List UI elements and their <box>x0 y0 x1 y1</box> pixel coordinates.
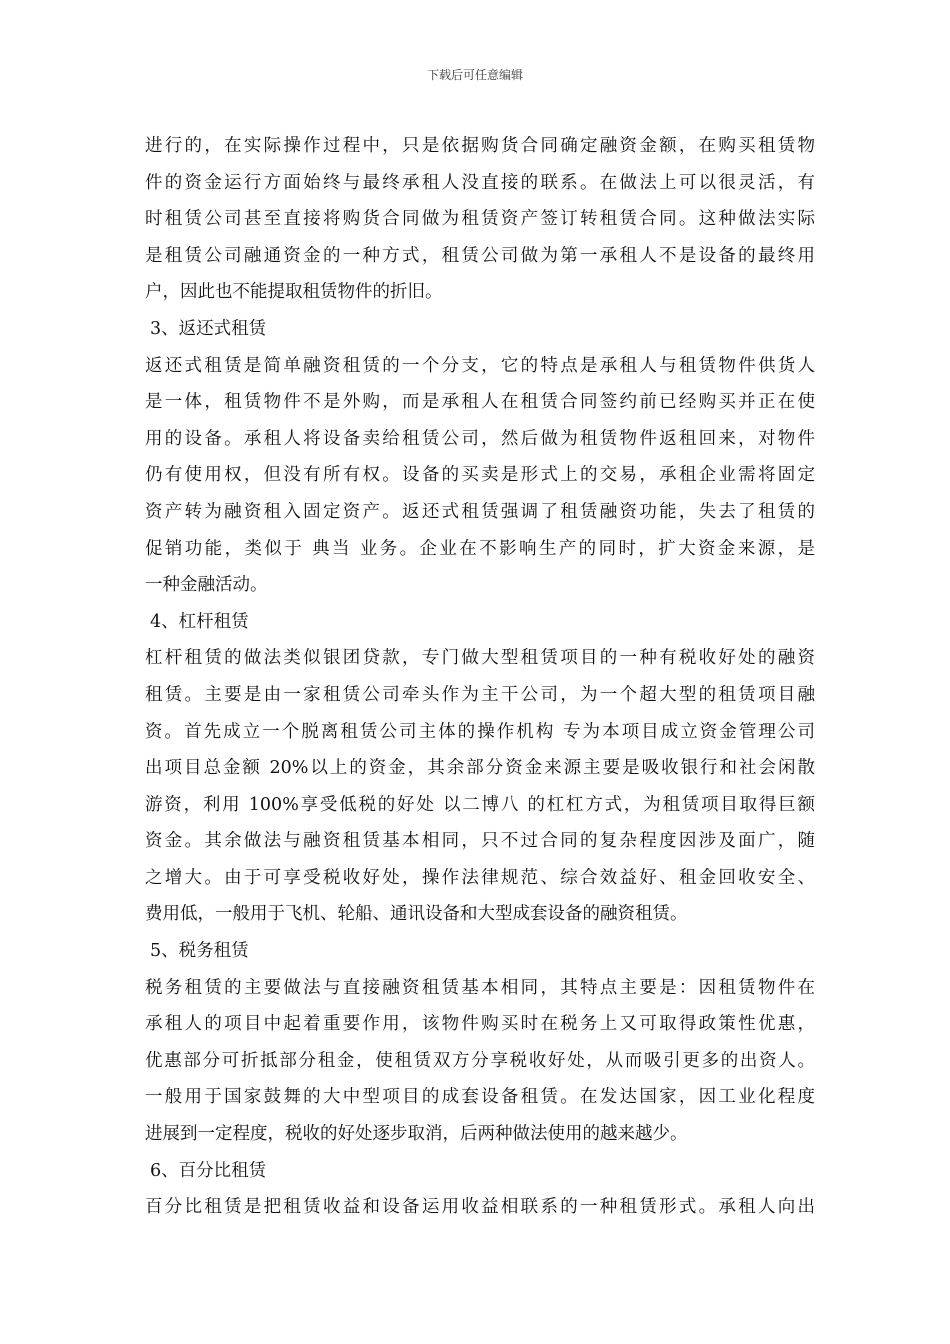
text-line: 资。首先成立一个脱离租赁公司主体的操作机构 专为本项目成立资金管理公司 <box>145 721 815 742</box>
text-line: 税务租赁的主要做法与直接融资租赁基本相同，其特点主要是：因租赁物件在 <box>145 977 815 998</box>
text-line: 用的设备。承租人将设备卖给租赁公司，然后做为租赁物件返租回来，对物件 <box>145 428 815 449</box>
text-line: 出项目总金额 20%以上的资金，其余部分资金来源主要是吸收银行和社会闲散 <box>145 758 815 779</box>
text-line: 促销功能，类似于 典当 业务。企业在不影响生产的同时，扩大资金来源，是 <box>145 538 815 559</box>
text-line: 进行的，在实际操作过程中，只是依据购货合同确定融资金额，在购买租赁物 <box>145 136 815 156</box>
text-line: 是租赁公司融通资金的一种方式，租赁公司做为第一承租人不是设备的最终用 <box>145 245 815 266</box>
text-line: 一般用于国家鼓舞的大中型项目的成套设备租赁。在发达国家，因工业化程度 <box>145 1087 815 1108</box>
text-line: 之增大。由于可享受税收好处，操作法律规范、综合效益好、租金回收安全、 <box>145 867 815 888</box>
section-heading: 5、税务租赁 <box>150 941 249 962</box>
document-body <box>145 128 815 1226</box>
text-line: 资金。其余做法与融资租赁基本相同，只不过合同的复杂程度因涉及面广，随 <box>145 831 815 852</box>
text-line: 租赁。主要是由一家租赁公司牵头作为主干公司，为一个超大型的租赁项目融 <box>145 684 815 705</box>
text-line: 百分比租赁是把租赁收益和设备运用收益相联系的一种租赁形式。承租人向出 <box>145 1197 815 1218</box>
text-line: 一种金融活动。 <box>145 575 268 596</box>
text-line: 时租赁公司甚至直接将购货合同做为租赁资产签订转租赁合同。这种做法实际 <box>145 209 815 230</box>
text-line: 费用低，一般用于飞机、轮船、通讯设备和大型成套设备的融资租赁。 <box>145 904 688 925</box>
page-header: 下载后可任意编辑 <box>426 68 523 82</box>
text-line: 户，因此也不能提取租赁物件的折旧。 <box>145 282 443 303</box>
text-line: 进展到一定程度，税收的好处逐步取消，后两种做法使用的越来越少。 <box>145 1124 688 1145</box>
text-line: 是一体，租赁物件不是外购，而是承租人在租赁合同签约前已经购买并正在使 <box>145 392 815 413</box>
text-line: 优惠部分可折抵部分租金，使租赁双方分享税收好处，从而吸引更多的出资人。 <box>145 1050 815 1071</box>
text-line: 仍有使用权，但没有所有权。设备的买卖是形式上的交易，承租企业需将固定 <box>145 465 815 486</box>
text-line: 承租人的项目中起着重要作用，该物件购买时在税务上又可取得政策性优惠， <box>145 1014 815 1035</box>
text-line: 游资，利用 100%享受低税的好处 以二博八 的杠杠方式，为租赁项目取得巨额 <box>145 794 815 815</box>
text-line: 件的资金运行方面始终与最终承租人没直接的联系。在做法上可以很灵活，有 <box>145 172 815 193</box>
text-line: 返还式租赁是简单融资租赁的一个分支，它的特点是承租人与租赁物件供货人 <box>145 355 815 376</box>
text-line: 资产转为融资租入固定资产。返还式租赁强调了租赁融资功能，失去了租赁的 <box>145 501 815 522</box>
section-heading: 6、百分比租赁 <box>150 1160 267 1181</box>
section-heading: 3、返还式租赁 <box>150 318 267 339</box>
text-line: 杠杆租赁的做法类似银团贷款，专门做大型租赁项目的一种有税收好处的融资 <box>145 648 815 669</box>
section-heading: 4、杠杆租赁 <box>150 611 249 632</box>
